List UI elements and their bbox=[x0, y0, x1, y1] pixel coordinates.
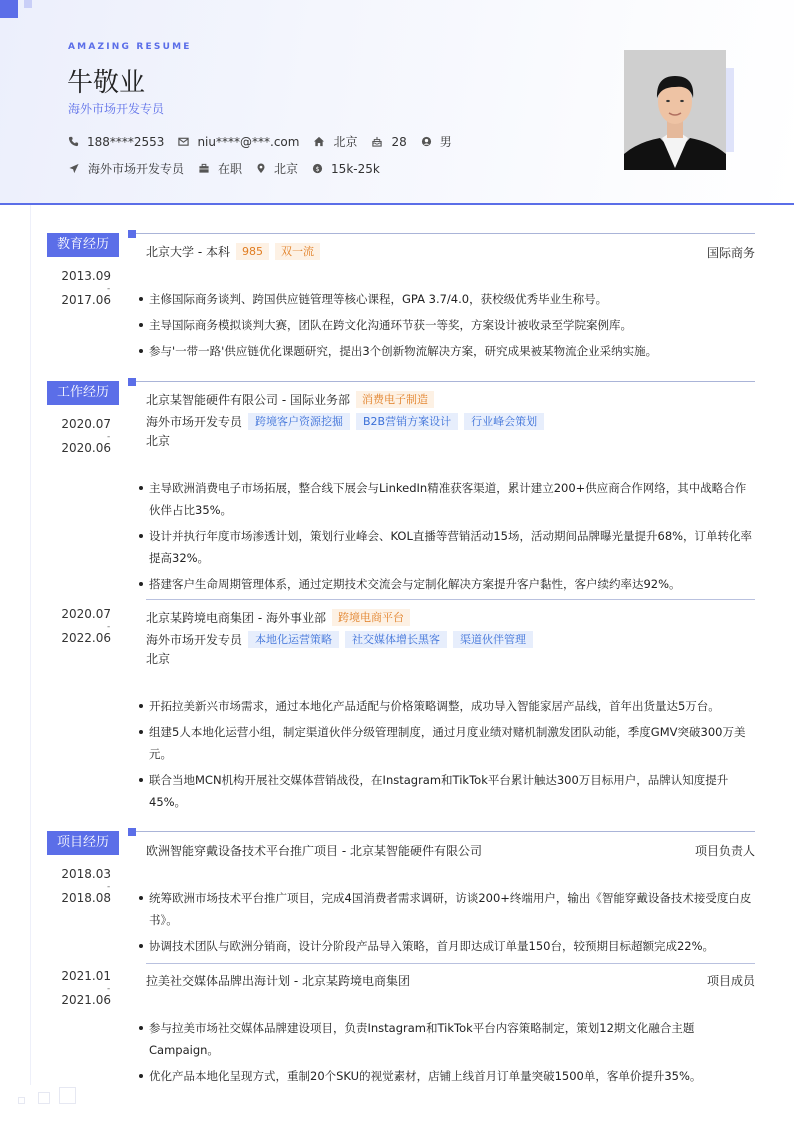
edu-school-line bbox=[146, 243, 320, 260]
intent-city-item bbox=[256, 160, 298, 177]
work-company-line bbox=[146, 609, 410, 626]
list-item: 设计并执行年度市场渗透计划，策划行业峰会、KOL直播等营销活动15场，活动期间品牌曝光量提升68%，订单转化率提高32%。 bbox=[136, 525, 756, 569]
phone-icon bbox=[68, 136, 79, 147]
edu-major: 国际商务 bbox=[706, 246, 755, 260]
skill-tag: 社交媒体增长黑客 bbox=[345, 631, 447, 648]
candidate-title: 海外市场开发专员 bbox=[68, 102, 165, 116]
project-bullet-list bbox=[136, 887, 756, 961]
edu-tag: 985 bbox=[236, 243, 269, 260]
project-start-date: 2018.03 bbox=[61, 867, 111, 881]
work-start-date: 2020.07 bbox=[61, 417, 111, 431]
section-rule bbox=[136, 233, 755, 234]
home-icon bbox=[313, 136, 325, 147]
list-item: 搭建客户生命周期管理体系，通过定期技术交流会与定制化解决方案提升客户黏性，客户续约率达92%。 bbox=[136, 573, 756, 595]
send-icon bbox=[68, 163, 80, 174]
age-item bbox=[371, 135, 406, 149]
edu-tag: 双一流 bbox=[275, 243, 320, 260]
list-item: 统筹欧洲市场技术平台推广项目，完成4国消费者需求调研，访谈200+终端用户，输出《智能穿戴设备技术接受度白皮书》。 bbox=[136, 887, 756, 931]
list-item: 协调技术团队与欧洲分销商，设计分阶段产品导入策略，首月即达成订单量150台，较预期目标超额完成22%。 bbox=[136, 935, 756, 957]
work-bullet-list bbox=[136, 477, 756, 599]
work-end-date: 2020.06 bbox=[61, 441, 111, 455]
profile-photo bbox=[624, 50, 726, 170]
age-text: 28 bbox=[391, 134, 407, 149]
intent-position-text: 海外市场开发专员 bbox=[88, 162, 185, 176]
list-item: 主修国际商务谈判、跨国供应链管理等核心课程，GPA 3.7/4.0，获校级优秀毕业生称号。 bbox=[136, 288, 756, 310]
status-text: 在职 bbox=[218, 162, 243, 176]
work-position-line bbox=[146, 413, 544, 430]
contact-row bbox=[68, 133, 466, 150]
skill-tag: 跨境客户资源挖掘 bbox=[248, 413, 350, 430]
corner-decoration-small bbox=[24, 0, 32, 8]
date-separator: - bbox=[107, 284, 111, 294]
work-city: 北京 bbox=[146, 652, 171, 666]
resume-tagline: AMAZING RESUME bbox=[68, 42, 192, 52]
work-end-date: 2022.06 bbox=[61, 631, 111, 645]
entry-divider bbox=[146, 963, 755, 964]
work-bullet-list bbox=[136, 695, 756, 817]
section-label-education: 教育经历 bbox=[47, 233, 119, 257]
section-marker bbox=[128, 828, 136, 836]
date-separator: - bbox=[107, 432, 111, 442]
svg-text:$: $ bbox=[315, 164, 320, 173]
edu-school: 北京大学 - 本科 bbox=[146, 245, 230, 259]
project-end-date: 2018.08 bbox=[61, 891, 111, 905]
gender-item bbox=[421, 133, 452, 150]
project-start-date: 2021.01 bbox=[61, 969, 111, 983]
email-text: niu****@***.com bbox=[197, 134, 300, 149]
portrait-illustration bbox=[624, 50, 726, 170]
intent-city-text: 北京 bbox=[274, 162, 299, 176]
phone-text: 188****2553 bbox=[87, 134, 165, 149]
skill-tag: B2B营销方案设计 bbox=[356, 413, 458, 430]
salary-icon bbox=[312, 163, 323, 174]
section-label-work: 工作经历 bbox=[47, 381, 119, 405]
edu-end-date: 2017.06 bbox=[61, 293, 111, 307]
work-position-line bbox=[146, 631, 533, 648]
project-role: 项目成员 bbox=[706, 974, 755, 988]
briefcase-icon bbox=[198, 163, 210, 174]
job-intent-row bbox=[68, 160, 394, 177]
salary-item bbox=[312, 162, 380, 176]
list-item: 联合当地MCN机构开展社交媒体营销战役，在Instagram和TikTok平台累计触达300万目标用户，品牌认知度提升45%。 bbox=[136, 769, 756, 813]
work-start-date: 2020.07 bbox=[61, 607, 111, 621]
work-city: 北京 bbox=[146, 434, 171, 448]
footer-decoration bbox=[38, 1092, 50, 1104]
hometown-text: 北京 bbox=[333, 135, 358, 149]
intent-position-item bbox=[68, 160, 184, 177]
resume-header bbox=[0, 0, 794, 205]
entry-divider bbox=[146, 599, 755, 600]
project-end-date: 2021.06 bbox=[61, 993, 111, 1007]
section-rule bbox=[136, 381, 755, 382]
status-item bbox=[198, 160, 242, 177]
edu-bullet-list bbox=[136, 288, 756, 366]
corner-decoration bbox=[0, 0, 18, 18]
candidate-name: 牛敬业 bbox=[67, 68, 146, 98]
industry-tag: 跨境电商平台 bbox=[332, 609, 410, 626]
home-item bbox=[313, 133, 357, 150]
skill-tag: 本地化运营策略 bbox=[248, 631, 339, 648]
work-company: 北京某智能硬件有限公司 - 国际业务部 bbox=[146, 393, 350, 407]
section-label-projects: 项目经历 bbox=[47, 831, 119, 855]
work-position: 海外市场开发专员 bbox=[146, 633, 243, 647]
list-item: 参与拉美市场社交媒体品牌建设项目，负责Instagram和TikTok平台内容策略制定，策划12期文化融合主题Campaign。 bbox=[136, 1017, 756, 1061]
work-position: 海外市场开发专员 bbox=[146, 415, 243, 429]
list-item: 主导欧洲消费电子市场拓展，整合线下展会与LinkedIn精准获客渠道，累计建立200+供应商合作网络，其中战略合作伙伴占比35%。 bbox=[136, 477, 756, 521]
mail-icon bbox=[178, 136, 189, 147]
industry-tag: 消费电子制造 bbox=[356, 391, 434, 408]
project-name: 欧洲智能穿戴设备技术平台推广项目 - 北京某智能硬件有限公司 bbox=[146, 844, 482, 858]
list-item: 组建5人本地化运营小组，制定渠道伙伴分级管理制度，通过月度业绩对赌机制激发团队动能，季度GMV突破300万美元。 bbox=[136, 721, 756, 765]
location-pin-icon bbox=[256, 163, 266, 174]
section-marker bbox=[128, 378, 136, 386]
list-item: 主导国际商务模拟谈判大赛，团队在跨文化沟通环节获一等奖，方案设计被收录至学院案例库。 bbox=[136, 314, 756, 336]
email-item bbox=[178, 135, 299, 149]
phone-item bbox=[68, 135, 164, 149]
cake-icon bbox=[371, 136, 383, 147]
project-name: 拉美社交媒体品牌出海计划 - 北京某跨境电商集团 bbox=[146, 974, 410, 988]
date-separator: - bbox=[107, 984, 111, 994]
footer-decoration bbox=[59, 1087, 76, 1104]
skill-tag: 行业峰会策划 bbox=[464, 413, 544, 430]
salary-text: 15k-25k bbox=[331, 161, 380, 176]
section-marker bbox=[128, 230, 136, 238]
edu-start-date: 2013.09 bbox=[61, 269, 111, 283]
work-company: 北京某跨境电商集团 - 海外事业部 bbox=[146, 611, 326, 625]
list-item: 开拓拉美新兴市场需求，通过本地化产品适配与价格策略调整，成功导入智能家居产品线，首年出货量达5万台。 bbox=[136, 695, 756, 717]
date-separator: - bbox=[107, 622, 111, 632]
project-role: 项目负责人 bbox=[694, 844, 755, 858]
list-item: 参与'一带一路'供应链优化课题研究，提出3个创新物流解决方案，研究成果被某物流企业采纳实施。 bbox=[136, 340, 756, 362]
page-left-rule bbox=[30, 205, 31, 1085]
gender-text: 男 bbox=[439, 135, 452, 149]
list-item: 优化产品本地化呈现方式，重制20个SKU的视觉素材，店铺上线首月订单量突破1500单，客单价提升35%。 bbox=[136, 1065, 756, 1087]
section-rule bbox=[136, 831, 755, 832]
footer-decoration bbox=[18, 1097, 25, 1104]
gender-icon bbox=[421, 136, 432, 147]
skill-tag: 渠道伙伴管理 bbox=[453, 631, 533, 648]
date-separator: - bbox=[107, 882, 111, 892]
project-bullet-list bbox=[136, 1017, 756, 1091]
work-company-line bbox=[146, 391, 434, 408]
